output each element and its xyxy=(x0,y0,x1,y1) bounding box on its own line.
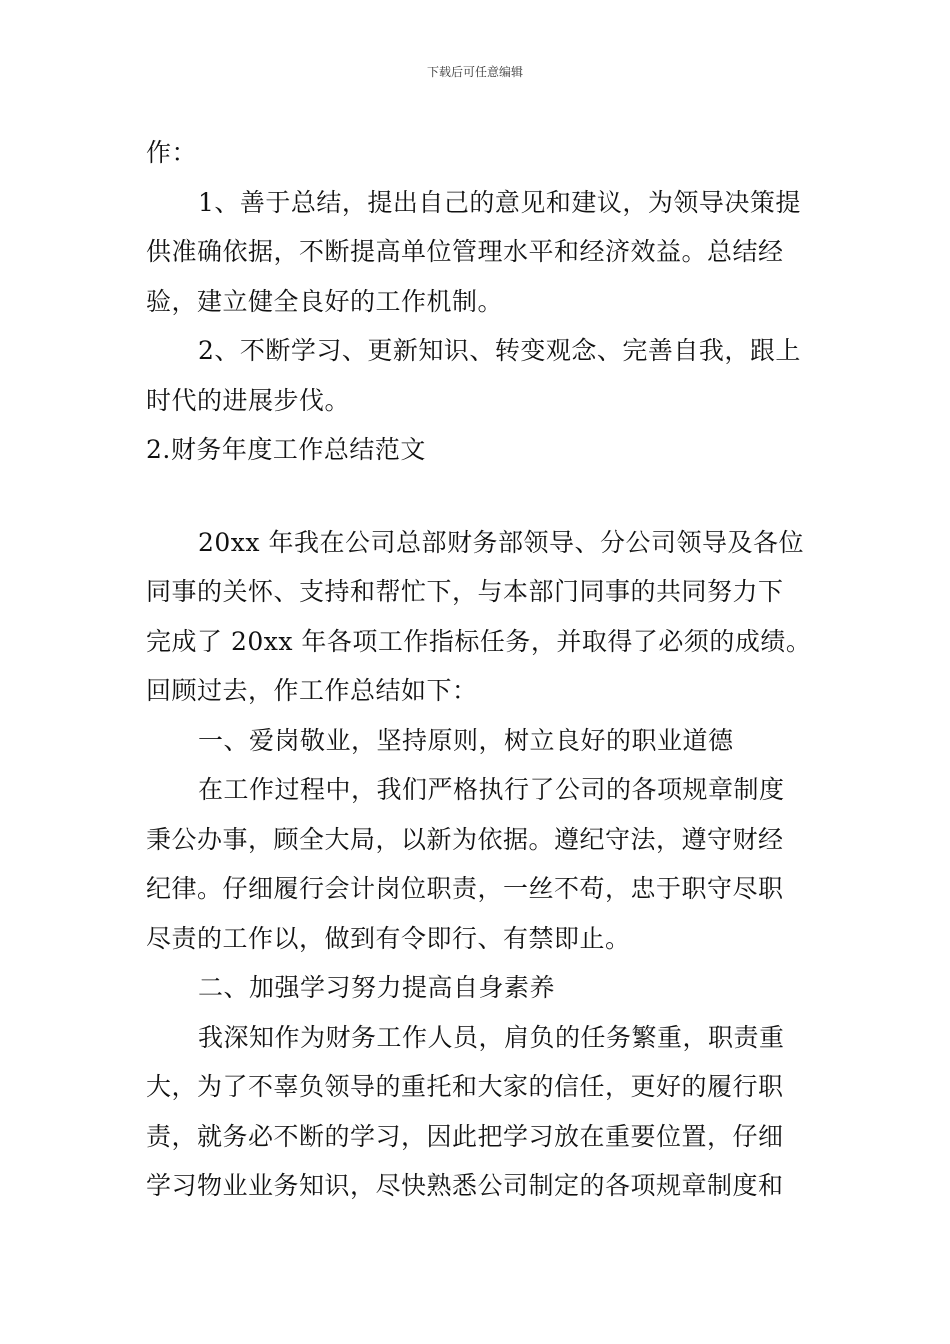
text-line: 验，建立健全良好的工作机制。 xyxy=(146,286,504,316)
document-body xyxy=(146,128,816,1211)
text-line: 1、善于总结，提出自己的意见和建议，为领导决策提 xyxy=(198,187,801,217)
text-line: 20xx 年我在公司总部财务部领导、分公司领导及各位 xyxy=(198,527,804,557)
text-line: 在工作过程中，我们严格执行了公司的各项规章制度 xyxy=(198,775,785,804)
subheading: 二、加强学习努力提高自身素养 xyxy=(198,973,556,1002)
text-line: 作： xyxy=(146,138,198,167)
text-line: 回顾过去，作工作总结如下： xyxy=(146,676,478,705)
text-line: 时代的进展步伐。 xyxy=(146,385,351,415)
text-line: 大，为了不辜负领导的重托和大家的信任，更好的履行职 xyxy=(146,1072,784,1101)
text-line: 完成了 20xx 年各项工作指标任务，并取得了必须的成绩。 xyxy=(146,626,812,656)
text-line: 我深知作为财务工作人员，肩负的任务繁重，职责重 xyxy=(198,1022,785,1052)
text-line: 供准确依据，不断提高单位管理水平和经济效益。总结经 xyxy=(146,237,784,266)
text-line: 责，就务必不断的学习，因此把学习放在重要位置，仔细 xyxy=(146,1121,784,1151)
subheading: 一、爱岗敬业，坚持原则，树立良好的职业道德 xyxy=(198,725,734,755)
text-line: 同事的关怀、支持和帮忙下，与本部门同事的共同努力下 xyxy=(146,577,784,606)
text-line: 尽责的工作以，做到有令即行、有禁即止。 xyxy=(146,923,631,953)
text-line: 秉公办事，顾全大局，以新为依据。遵纪守法，遵守财经 xyxy=(146,824,784,854)
text-line: 纪律。仔细履行会计岗位职责，一丝不苟，忠于职守尽职 xyxy=(146,874,784,903)
text-line: 学习物业业务知识，尽快熟悉公司制定的各项规章制度和 xyxy=(146,1171,784,1200)
page-header: 下载后可任意编辑 xyxy=(426,65,523,79)
blank-gap xyxy=(146,475,816,518)
text-line: 2、不断学习、更新知识、转变观念、完善自我，跟上 xyxy=(198,336,801,365)
section-title: 2.财务年度工作总结范文 xyxy=(146,435,426,464)
